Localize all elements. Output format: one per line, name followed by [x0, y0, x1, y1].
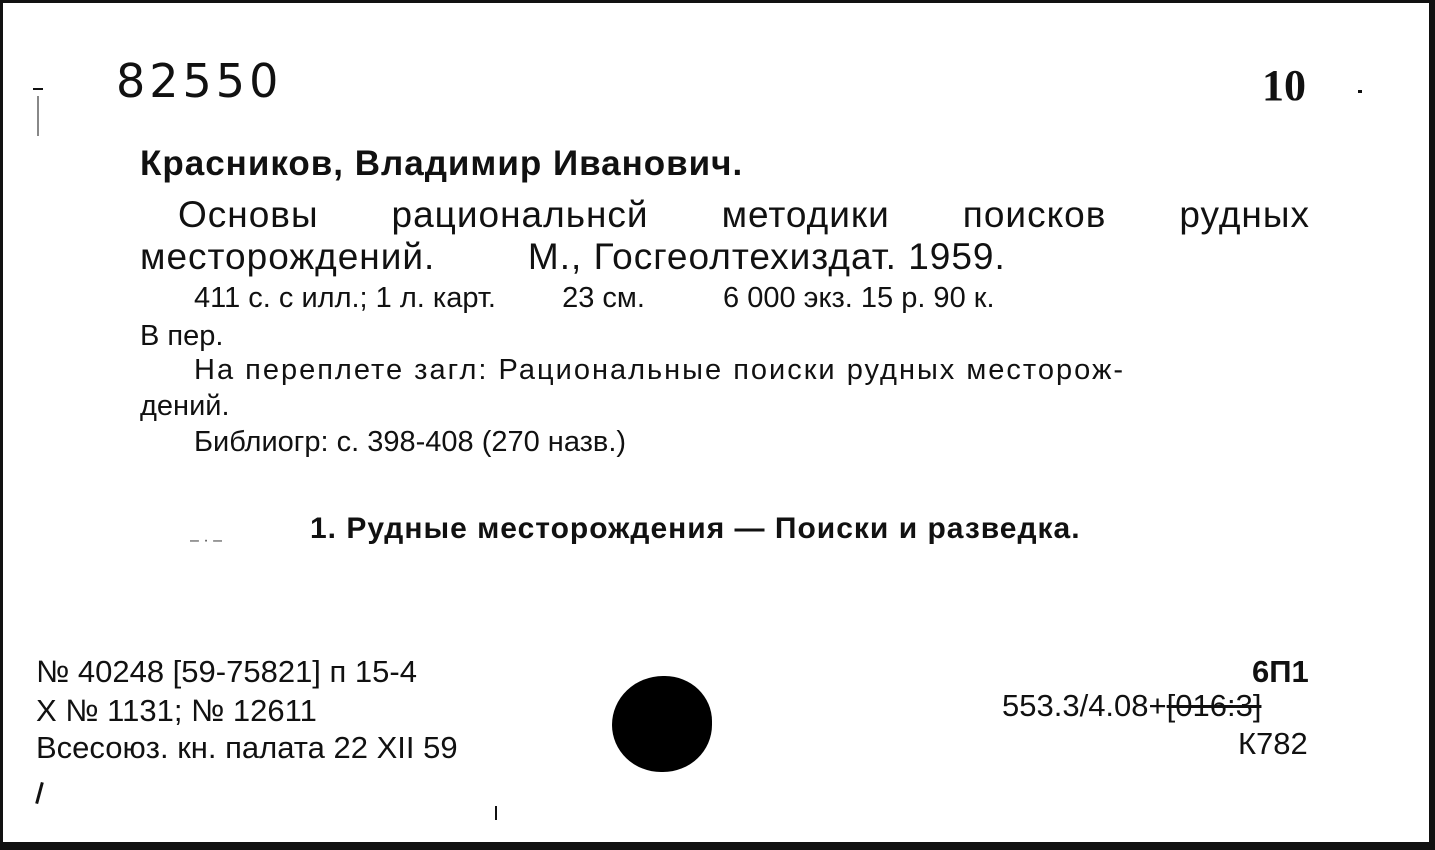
title-continuation: месторождений. — [140, 236, 436, 277]
udc-code — [1002, 690, 1261, 721]
title-word: Основы — [178, 194, 319, 235]
udc-struck: [016:3] — [1166, 688, 1262, 723]
title-word: поисков — [962, 194, 1107, 235]
author-heading: Красников, Владимир Иванович. — [140, 144, 744, 183]
dash-mark: – · – — [190, 532, 223, 549]
title-line-2 — [140, 238, 1006, 275]
imprint: М., Госгеолтехиздат. 1959. — [527, 236, 1006, 277]
cover-title-note: На переплете загл: Рациональные поиски рудных месторож- — [194, 354, 1126, 386]
cover-title-note-cont: дений. — [140, 390, 230, 422]
author-sign: К782 — [1238, 726, 1308, 761]
stray-mark — [37, 96, 39, 136]
physical-description — [194, 284, 995, 313]
pagination: 411 с. с илл.; 1 л. карт. — [194, 282, 496, 314]
accession-line: № 40248 [59-75821] п 15-4 — [36, 654, 417, 689]
page-number: 10 — [1262, 61, 1306, 110]
ink-blot — [612, 676, 712, 772]
stray-mark — [495, 806, 497, 820]
class-code: 6П1 — [1252, 654, 1309, 689]
handwritten-number: 82550 — [116, 54, 283, 108]
registration-line: Х № 1131; № 12611 — [36, 693, 317, 728]
chamber-line: Всесоюз. кн. палата 22 XII 59 — [36, 730, 458, 765]
udc-main: 553.3/4.08+ — [1002, 688, 1167, 723]
stray-mark — [1358, 90, 1362, 93]
title-word: рациональнсй — [391, 194, 649, 235]
title-line-1 — [178, 196, 1310, 233]
bibliography-note: Библиогр: с. 398-408 (270 назв.) — [194, 426, 627, 458]
dimensions: 23 см. — [562, 282, 645, 314]
subject-heading: 1. Рудные месторождения — Поиски и разведка. — [310, 512, 1081, 545]
binding-note: В пер. — [140, 320, 224, 352]
title-word: методики — [721, 194, 890, 235]
print-run-price: 6 000 экз. 15 р. 90 к. — [723, 282, 995, 314]
title-word: рудных — [1179, 194, 1310, 235]
stray-mark — [33, 88, 43, 90]
